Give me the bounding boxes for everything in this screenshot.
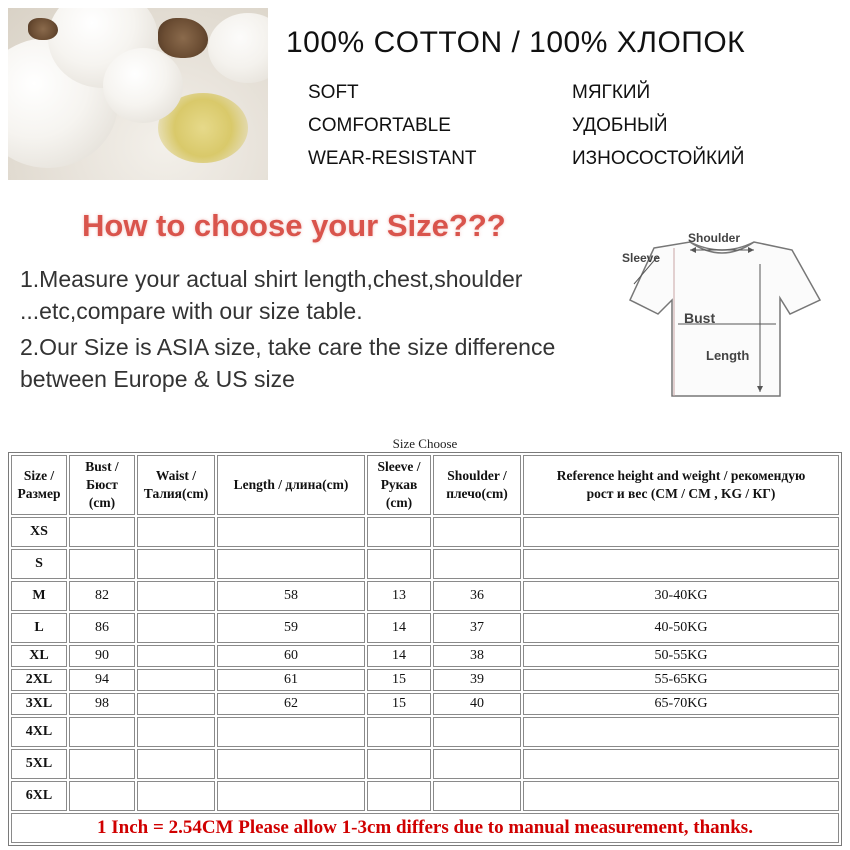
table-row	[11, 581, 839, 611]
size-cell: XS	[11, 517, 67, 547]
bust-cell	[69, 517, 135, 547]
reference-cell: 40-50KG	[523, 613, 839, 643]
header-waist: Waist / Талия(cm)	[137, 455, 215, 515]
instruction-line: ...etc,compare with our size table.	[20, 298, 363, 324]
table-row	[11, 717, 839, 747]
table-row	[11, 669, 839, 691]
shoulder-cell	[433, 717, 521, 747]
header-reference: Reference height and weight / рекомендую рост и вес (CM / CM , KG / КГ)	[523, 455, 839, 515]
table-row	[11, 549, 839, 579]
bust-cell	[69, 749, 135, 779]
shirt-measurement-diagram	[612, 228, 832, 398]
reference-cell: 30-40KG	[523, 581, 839, 611]
sleeve-cell: 14	[367, 613, 431, 643]
length-cell	[217, 717, 365, 747]
header-shoulder: Shoulder / плечо(cm)	[433, 455, 521, 515]
instruction-line: 2.Our Size is ASIA size, take care the size difference	[20, 334, 556, 360]
size-cell: 6XL	[11, 781, 67, 811]
reference-cell	[523, 517, 839, 547]
bust-cell	[69, 781, 135, 811]
sleeve-cell	[367, 749, 431, 779]
reference-cell	[523, 781, 839, 811]
reference-cell	[523, 549, 839, 579]
table-row	[11, 781, 839, 811]
table-row	[11, 693, 839, 715]
header-bust: Bust / Бюст (cm)	[69, 455, 135, 515]
sleeve-cell: 14	[367, 645, 431, 667]
cotton-photo	[8, 8, 268, 180]
sleeve-cell	[367, 781, 431, 811]
table-row	[11, 749, 839, 779]
size-cell: 2XL	[11, 669, 67, 691]
shoulder-label: Shoulder	[688, 231, 741, 245]
table-row	[11, 517, 839, 547]
reference-cell: 50-55KG	[523, 645, 839, 667]
size-cell: 4XL	[11, 717, 67, 747]
note-row	[11, 813, 839, 843]
length-cell: 58	[217, 581, 365, 611]
table-row	[11, 645, 839, 667]
waist-cell	[137, 669, 215, 691]
sleeve-label: Sleeve	[622, 251, 661, 265]
shirt-outline-icon	[630, 242, 820, 396]
instruction-line: between Europe & US size	[20, 366, 295, 392]
header-sleeve: Sleeve / Рукав (cm)	[367, 455, 431, 515]
shoulder-cell	[433, 781, 521, 811]
sleeve-cell: 15	[367, 693, 431, 715]
size-cell: M	[11, 581, 67, 611]
sleeve-cell	[367, 517, 431, 547]
table-row	[11, 613, 839, 643]
length-cell	[217, 749, 365, 779]
bust-cell: 98	[69, 693, 135, 715]
sleeve-cell	[367, 549, 431, 579]
feature-soft: SOFT	[308, 82, 359, 103]
header-length: Length / длина(cm)	[217, 455, 365, 515]
shoulder-cell: 39	[433, 669, 521, 691]
instruction-line: 1.Measure your actual shirt length,chest,shoulder	[20, 266, 523, 292]
length-cell: 61	[217, 669, 365, 691]
feature-wear-resistant: WEAR-RESISTANT	[308, 148, 477, 169]
length-cell: 62	[217, 693, 365, 715]
bust-cell	[69, 717, 135, 747]
length-label: Length	[706, 348, 750, 363]
waist-cell	[137, 517, 215, 547]
reference-cell: 55-65KG	[523, 669, 839, 691]
bust-cell: 90	[69, 645, 135, 667]
shoulder-cell	[433, 517, 521, 547]
length-cell: 59	[217, 613, 365, 643]
waist-cell	[137, 693, 215, 715]
bust-cell: 82	[69, 581, 135, 611]
length-cell: 60	[217, 645, 365, 667]
waist-cell	[137, 781, 215, 811]
feature-soft-ru: МЯГКИЙ	[572, 82, 651, 103]
bust-label: Bust	[684, 310, 716, 326]
waist-cell	[137, 549, 215, 579]
waist-cell	[137, 613, 215, 643]
shoulder-cell	[433, 549, 521, 579]
size-cell: XL	[11, 645, 67, 667]
length-cell	[217, 781, 365, 811]
waist-cell	[137, 717, 215, 747]
size-guide-title: How to choose your Size???	[82, 208, 506, 243]
shoulder-cell: 36	[433, 581, 521, 611]
waist-cell	[137, 645, 215, 667]
header-size: Size / Размер	[11, 455, 67, 515]
bust-cell	[69, 549, 135, 579]
sleeve-cell: 15	[367, 669, 431, 691]
waist-cell	[137, 581, 215, 611]
feature-comfortable: COMFORTABLE	[308, 115, 451, 136]
bust-cell: 94	[69, 669, 135, 691]
size-cell: 3XL	[11, 693, 67, 715]
waist-cell	[137, 749, 215, 779]
reference-cell	[523, 717, 839, 747]
cotton-title: 100% COTTON / 100% ХЛОПОК	[286, 26, 746, 59]
size-cell: 5XL	[11, 749, 67, 779]
shoulder-cell: 40	[433, 693, 521, 715]
feature-comfortable-ru: УДОБНЫЙ	[572, 115, 668, 136]
size-table	[8, 452, 842, 846]
length-cell	[217, 517, 365, 547]
shoulder-cell: 37	[433, 613, 521, 643]
size-cell: S	[11, 549, 67, 579]
sleeve-cell	[367, 717, 431, 747]
bust-cell: 86	[69, 613, 135, 643]
reference-cell: 65-70KG	[523, 693, 839, 715]
sleeve-cell: 13	[367, 581, 431, 611]
shoulder-cell: 38	[433, 645, 521, 667]
measurement-note: 1 Inch = 2.54CM Please allow 1-3cm differs due to manual measurement, thanks.	[11, 813, 839, 843]
reference-cell	[523, 749, 839, 779]
table-caption: Size Choose	[392, 436, 458, 451]
feature-wear-resistant-ru: ИЗНОСОСТОЙКИЙ	[572, 148, 745, 169]
size-cell: L	[11, 613, 67, 643]
shoulder-cell	[433, 749, 521, 779]
length-cell	[217, 549, 365, 579]
